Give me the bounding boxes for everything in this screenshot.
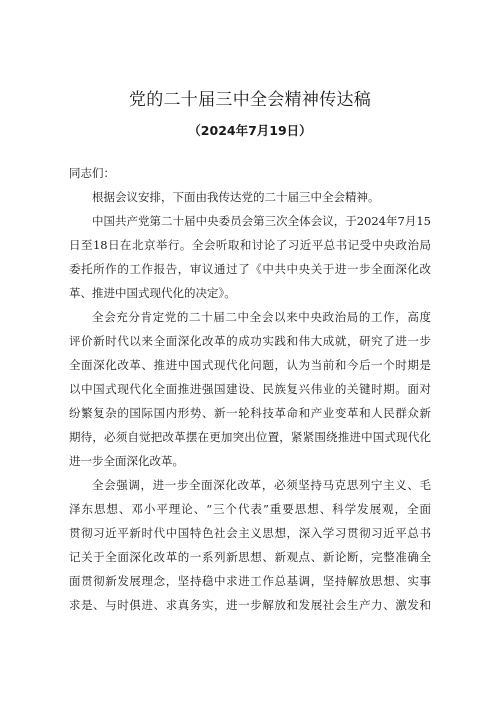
document-date: （2024年7月19日） [188,123,312,138]
paragraph-line: 期待，必须自觉把改革摆在更加突出位置，紧紧围绕推进中国式现代化 [69,430,431,444]
paragraph-line: 泽东思想、邓小平理论、“三个代表”重要思想、科学发展观，全面 [69,502,431,516]
paragraph-line: 全会强调，进一步全面深化改革，必须坚持马克思列宁主义、毛 [92,478,431,492]
paragraph-line: 进一步全面深化改革。 [69,454,184,468]
paragraph-4 [69,473,431,617]
salutation: 同志们： [69,166,115,180]
document-title: 党的二十届三中全会精神传达稿 [128,90,372,110]
paragraph-line: 贯彻习近平新时代中国特色社会主义思想，深入学习贯彻习近平总书 [69,526,431,540]
paragraph-line: 面贯彻新发展理念，坚持稳中求进工作总基调，坚持解放思想、实事 [69,574,431,588]
paragraph-line: 纷繁复杂的国际国内形势、新一轮科技革命和产业变革和人民群众新 [69,406,431,420]
paragraph-line: 革、推进中国式现代化的决定》。 [69,286,236,300]
paragraph-line: 委托所作的工作报告，审议通过了《中共中央关于进一步全面深化改 [69,262,431,276]
paragraph-1 [69,185,431,209]
paragraph-line: 全面深化改革、推进中国式现代化问题，认为当前和今后一个时期是 [69,358,431,372]
paragraph-line: 评价新时代以来全面深化改革的成功实践和伟大成就，研究了进一步 [69,334,431,348]
document-body [69,161,431,617]
paragraph-3 [69,305,431,473]
paragraph-line: 求是、与时俱进、求真务实，进一步解放和发展社会生产力、激发和 [69,598,431,612]
paragraph-2 [69,209,431,305]
paragraph-line: 记关于全面深化改革的一系列新思想、新观点、新论断，完整准确全 [69,550,431,564]
paragraph-line: 全会充分肯定党的二十届二中全会以来中央政治局的工作，高度 [92,310,431,324]
paragraph-line: 以中国式现代化全面推进强国建设、民族复兴伟业的关键时期。面对 [69,382,431,396]
paragraph-line: 中国共产党第二十届中央委员会第三次全体会议，于2024年7月15 [92,214,431,228]
paragraph-line: 日至18日在北京举行。全会听取和讨论了习近平总书记受中央政治局 [69,238,431,252]
paragraph-line: 根据会议安排，下面由我传达党的二十届三中全会精神。 [92,190,380,204]
